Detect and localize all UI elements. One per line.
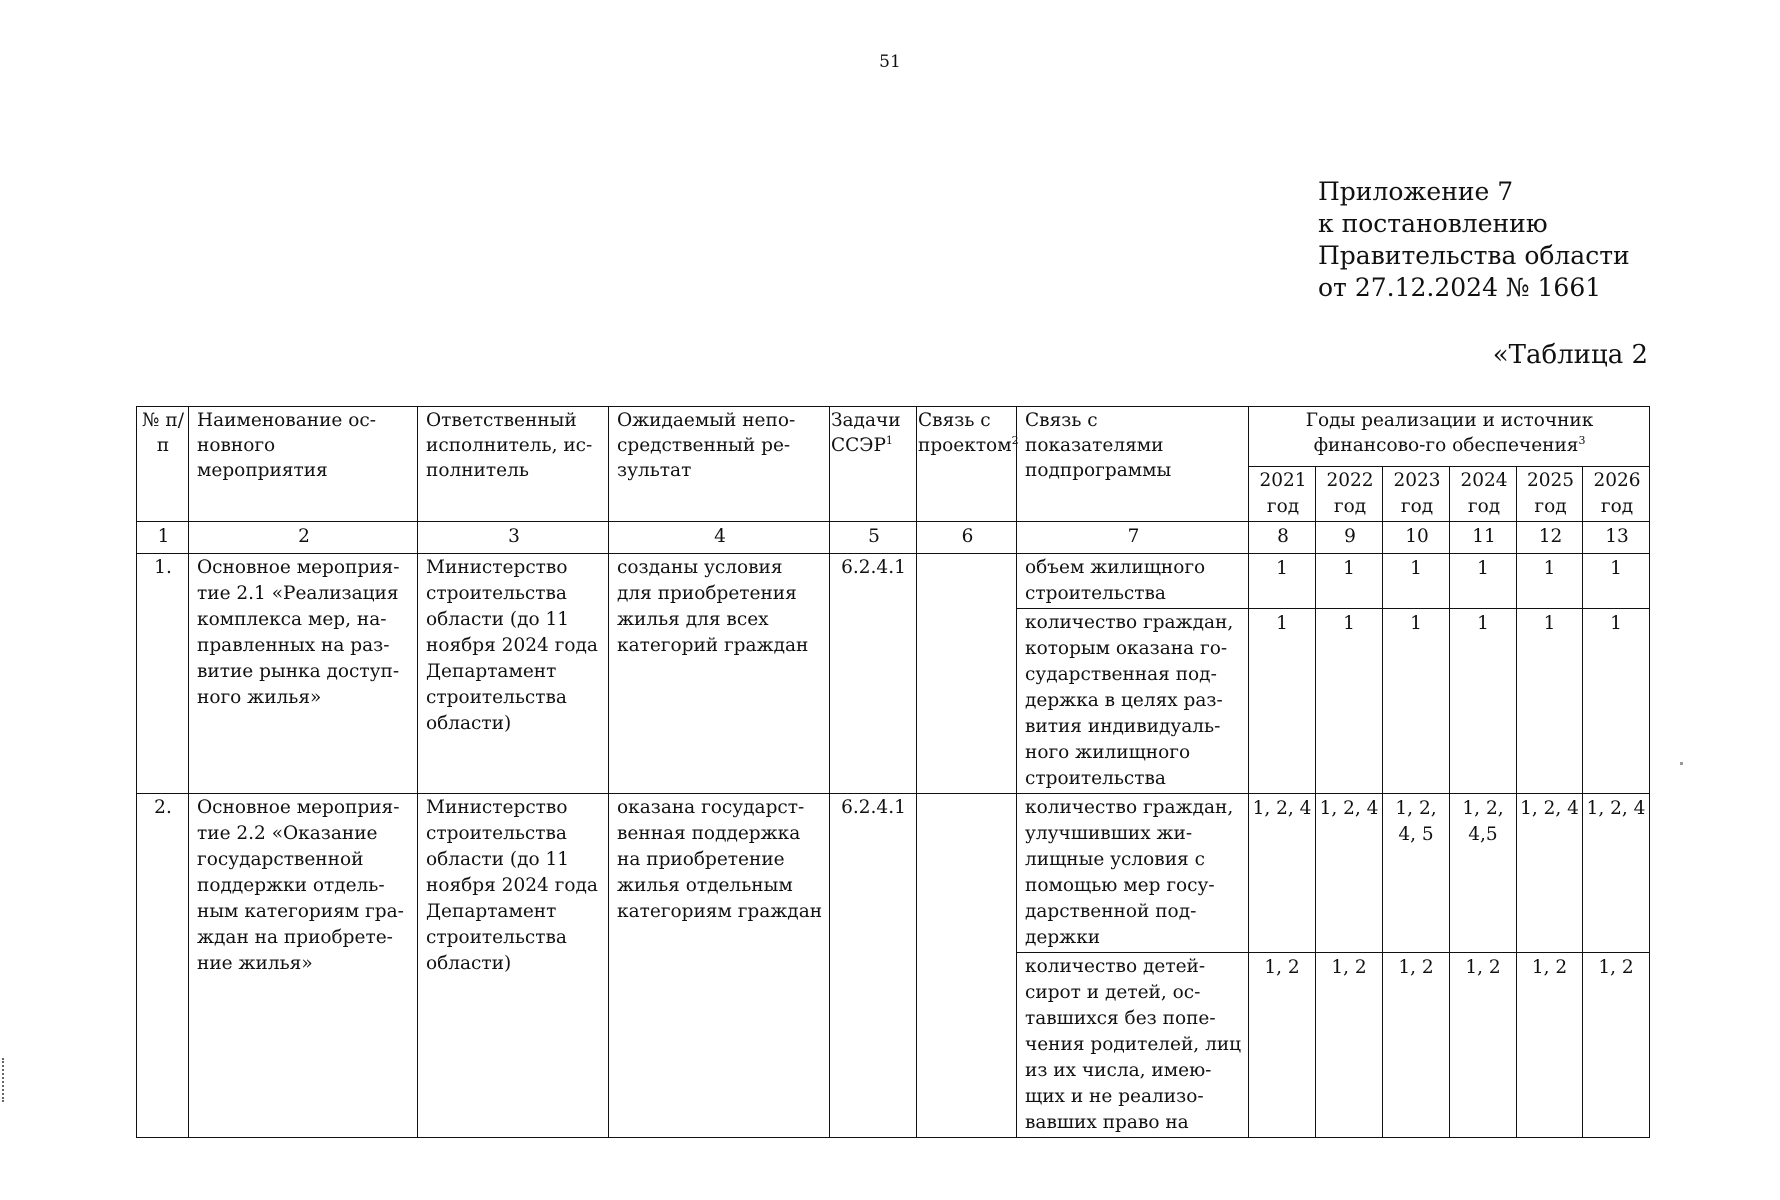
funding-source-value: 1, 2, 4 (1583, 794, 1650, 953)
responsible-executor: Министерство строительства области (до 11 ноября 2024 года Департамент строительства области) (418, 794, 609, 1138)
table-row (137, 794, 1650, 953)
funding-source-value: 1 (1316, 554, 1383, 609)
column-number: 2 (189, 522, 418, 554)
column-number: 9 (1316, 522, 1383, 554)
year-cell: 2024 год (1450, 467, 1517, 522)
funding-source-value: 1 (1249, 554, 1316, 609)
header-indicators: Связь с показателями подпрограммы (1017, 407, 1249, 522)
row-number: 1. (137, 554, 189, 794)
year-cell: 2022 год (1316, 467, 1383, 522)
measure-name: Основное мероприя-тие 2.2 «Оказание государственной поддержки отдель-ным категориям гра-ждан на приобрете-ние жилья» (189, 794, 418, 1138)
column-numbers-row (137, 522, 1650, 554)
header-years-group (1249, 407, 1650, 467)
funding-source-value: 1, 2, 4,5 (1450, 794, 1517, 953)
page-number: 51 (879, 52, 901, 72)
project-link (917, 794, 1017, 1138)
indicator-text: объем жилищного строительства (1017, 554, 1249, 609)
year-cell: 2025 год (1517, 467, 1583, 522)
header-name: Наименование ос-новного мероприятия (189, 407, 418, 522)
appendix-line: Приложение 7 (1318, 177, 1514, 206)
scan-artifact (2, 1058, 4, 1102)
funding-source-value: 1, 2, 4, 5 (1383, 794, 1450, 953)
indicator-text: количество детей-сирот и детей, ос-тавшихся без попе-чения родителей, лиц из их числа, имею-щих и не реализо-вавших право на (1017, 953, 1249, 1138)
year-cell: 2023 год (1383, 467, 1450, 522)
appendix-line: от 27.12.2024 № 1661 (1318, 273, 1602, 302)
funding-source-value: 1, 2 (1383, 953, 1450, 1138)
funding-source-value: 1 (1517, 554, 1583, 609)
funding-source-value: 1, 2 (1249, 953, 1316, 1138)
ssep-task: 6.2.4.1 (830, 554, 917, 794)
header-row (137, 407, 1650, 467)
scan-artifact (1680, 762, 1683, 765)
footnote-mark: 3 (1578, 433, 1586, 447)
column-number: 6 (917, 522, 1017, 554)
appendix-line: к постановлению (1318, 209, 1548, 238)
funding-source-value: 1, 2 (1517, 953, 1583, 1138)
funding-source-value: 1 (1583, 609, 1650, 794)
row-number: 2. (137, 794, 189, 1138)
appendix-block (1318, 176, 1630, 304)
header-project-text: Связь с проектом (918, 410, 1012, 456)
header-tasks-text: Задачи ССЭР (831, 410, 901, 456)
project-link (917, 554, 1017, 794)
funding-source-value: 1, 2 (1316, 953, 1383, 1138)
funding-source-value: 1 (1383, 609, 1450, 794)
ssep-task: 6.2.4.1 (830, 794, 917, 1138)
funding-source-value: 1, 2, 4 (1316, 794, 1383, 953)
header-tasks (830, 407, 917, 522)
column-number: 1 (137, 522, 189, 554)
header-years-group-text: Годы реализации и источник финансово-го обеспечения (1305, 410, 1594, 456)
funding-source-value: 1 (1383, 554, 1450, 609)
funding-source-value: 1 (1450, 609, 1517, 794)
column-number: 8 (1249, 522, 1316, 554)
indicator-text: количество граждан, которым оказана го-сударственная под-держка в целях раз-вития индивидуаль-ного жилищного строительства (1017, 609, 1249, 794)
column-number: 3 (418, 522, 609, 554)
funding-source-value: 1, 2 (1450, 953, 1517, 1138)
funding-source-value: 1, 2, 4 (1249, 794, 1316, 953)
table-caption: «Таблица 2 (1492, 340, 1648, 370)
year-cell: 2021 год (1249, 467, 1316, 522)
header-num: № п/п (137, 407, 189, 522)
footnote-mark: 2 (1011, 433, 1019, 447)
header-project (917, 407, 1017, 522)
expected-result: оказана государст-венная поддержка на приобретение жилья отдельным категориям граждан (609, 794, 830, 1138)
funding-source-value: 1, 2, 4 (1517, 794, 1583, 953)
funding-source-value: 1 (1249, 609, 1316, 794)
table-row (137, 554, 1650, 609)
column-number: 13 (1583, 522, 1650, 554)
footnote-mark: 1 (885, 433, 893, 447)
responsible-executor: Министерство строительства области (до 11 ноября 2024 года Департамент строительства области) (418, 554, 609, 794)
column-number: 5 (830, 522, 917, 554)
column-number: 12 (1517, 522, 1583, 554)
funding-source-value: 1 (1450, 554, 1517, 609)
appendix-line: Правительства области (1318, 241, 1630, 270)
column-number: 10 (1383, 522, 1450, 554)
funding-source-value: 1 (1316, 609, 1383, 794)
funding-source-value: 1 (1583, 554, 1650, 609)
expected-result: созданы условия для приобретения жилья для всех категорий граждан (609, 554, 830, 794)
measure-name: Основное мероприя-тие 2.1 «Реализация комплекса мер, на-правленных на раз-витие рынка доступ-ного жилья» (189, 554, 418, 794)
column-number: 11 (1450, 522, 1517, 554)
indicator-text: количество граждан, улучшивших жи-лищные условия с помощью мер госу-дарственной под-держки (1017, 794, 1249, 953)
year-cell: 2026 год (1583, 467, 1650, 522)
measures-table (136, 406, 1650, 1138)
header-responsible: Ответственный исполнитель, ис-полнитель (418, 407, 609, 522)
header-result: Ожидаемый непо-средственный ре-зультат (609, 407, 830, 522)
funding-source-value: 1, 2 (1583, 953, 1650, 1138)
column-number: 7 (1017, 522, 1249, 554)
column-number: 4 (609, 522, 830, 554)
funding-source-value: 1 (1517, 609, 1583, 794)
